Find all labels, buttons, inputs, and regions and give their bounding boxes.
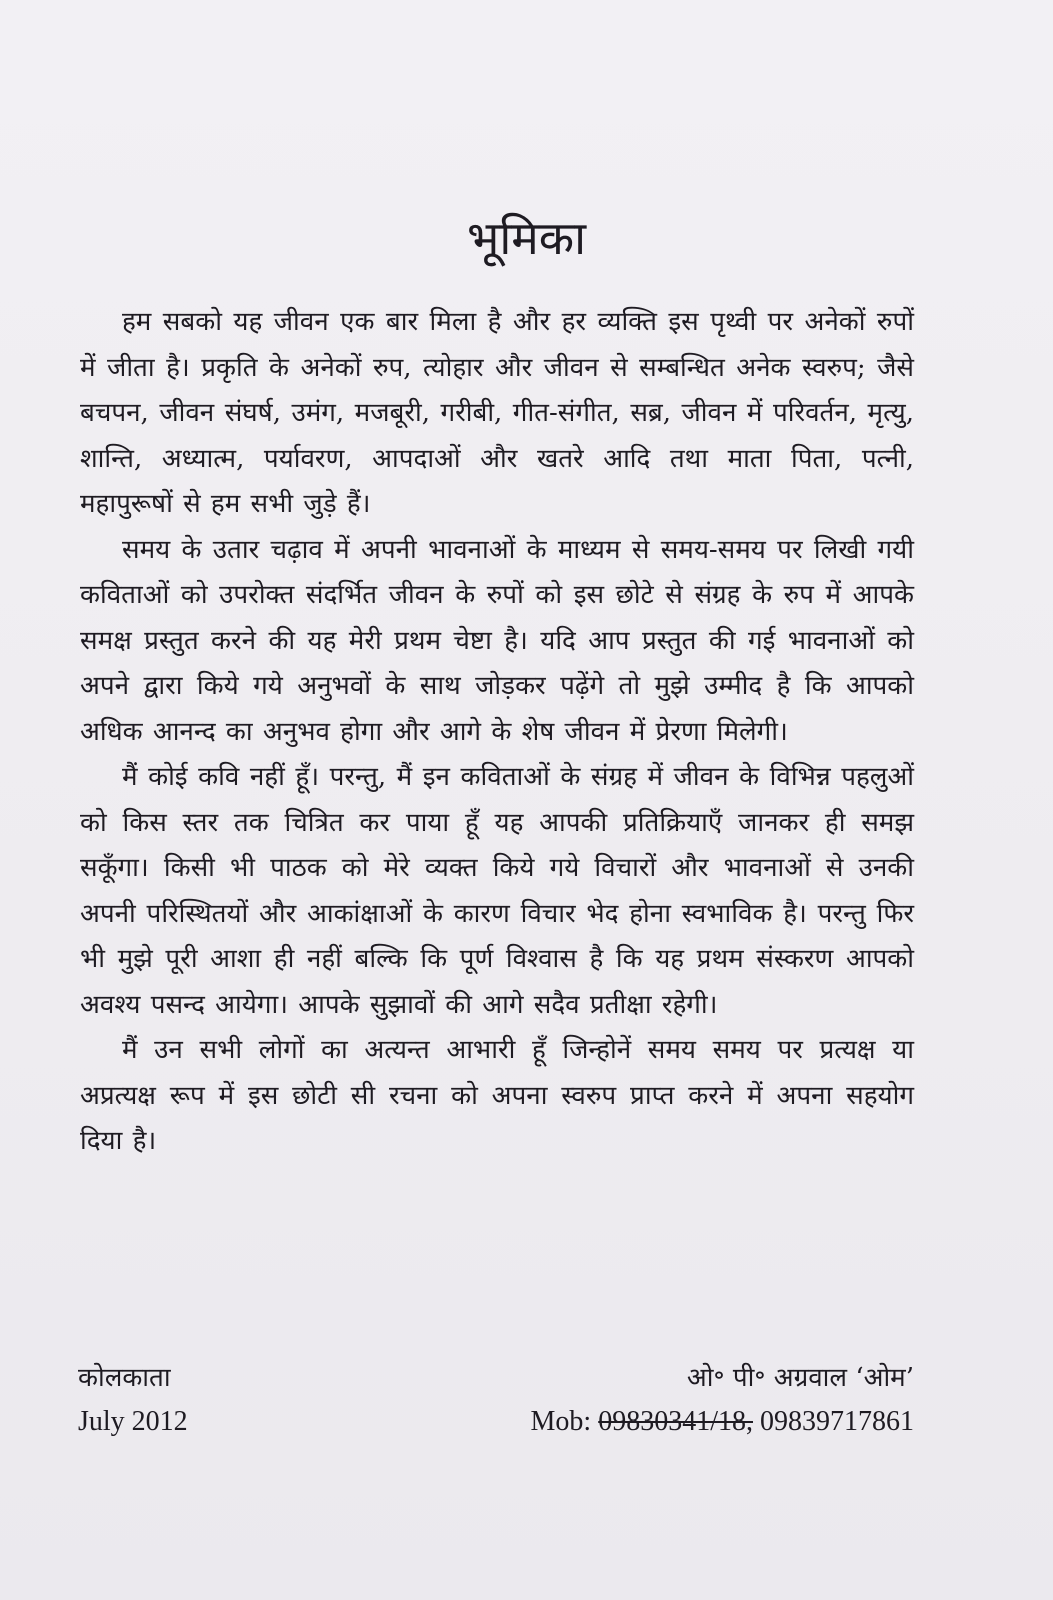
page-title: भूमिका xyxy=(466,211,586,265)
paragraph: मैं उन सभी लोगों का अत्यन्त आभारी हूँ जिन्होनें समय समय पर प्रत्यक्ष या अप्रत्यक्ष रूप में इस छोटी सी रचना को अपना स्वरुप प्राप्त करने में अपना सहयोग दिया है। xyxy=(80,1035,914,1156)
mobile-number-new: 09839717861 xyxy=(760,1406,914,1437)
paragraph: समय के उतार चढ़ाव में अपनी भावनाओं के माध्यम से समय-समय पर लिखी गयी कविताओं को उपरोक्त संदर्भित जीवन के रुपों को इस छोटे से संग्रह के रुप में आपके समक्ष प्रस्तुत करने की यह मेरी प्रथम चेष्टा है। यदि आप प्रस्तुत की गई भावनाओं को अपने द्वारा किये गये अनुभवों के साथ जोड़कर पढ़ेंगे तो मुझे उम्मीद है कि आपको अधिक आनन्द का अनुभव होगा और आगे के शेष जीवन में प्रेरणा मिलेगी। xyxy=(80,534,914,747)
author-name: ओ॰ पी॰ अग्रवाल ‘ओम’ xyxy=(686,1363,914,1393)
mobile-line xyxy=(531,1402,914,1442)
mobile-label: Mob: xyxy=(530,1406,592,1437)
paragraph: मैं कोई कवि नहीं हूँ। परन्तु, मैं इन कविताओं के संग्रह में जीवन के विभिन्न पहलुओं को किस स्तर तक चित्रित कर पाया हूँ यह आपकी प्रतिक्रियाएँ जानकर ही समझ सकूँगा। किसी भी पाठक को मेरे व्यक्त किये गये विचारों और भावनाओं से उनकी अपनी परिस्थितयों और आकांक्षाओं के कारण विचार भेद होना स्वभाविक है। परन्तु फिर भी मुझे पूरी आशा ही नहीं बल्कि कि पूर्ण विश्वास है कि यह प्रथम संस्करण आपको अवश्य पसन्द आयेगा। आपके सुझावों की आगे सदैव प्रतीक्षा रहेगी। xyxy=(80,762,914,1020)
mobile-number-old: 09830341/18, xyxy=(598,1406,753,1437)
date-text: July 2012 xyxy=(78,1406,188,1437)
place-name: कोलकाता xyxy=(78,1363,171,1393)
paragraph: हम सबको यह जीवन एक बार मिला है और हर व्यक्ति इस पृथ्वी पर अनेकों रुपों में जीता है। प्रकृति के अनेकों रुप, त्योहार और जीवन से सम्बन्धित अनेक स्वरुप; जैसे बचपन, जीवन संघर्ष, उमंग, मजबूरी, गरीबी, गीत-संगीत, सब्र, जीवन में परिवर्तन, मृत्यु, शान्ति, अध्यात्म, पर्यावरण, आपदाओं और खतरे आदि तथा माता पिता, पत्नी, महापुरूषों से हम सभी जुड़े हैं। xyxy=(80,307,914,519)
preface-body xyxy=(80,300,914,1165)
